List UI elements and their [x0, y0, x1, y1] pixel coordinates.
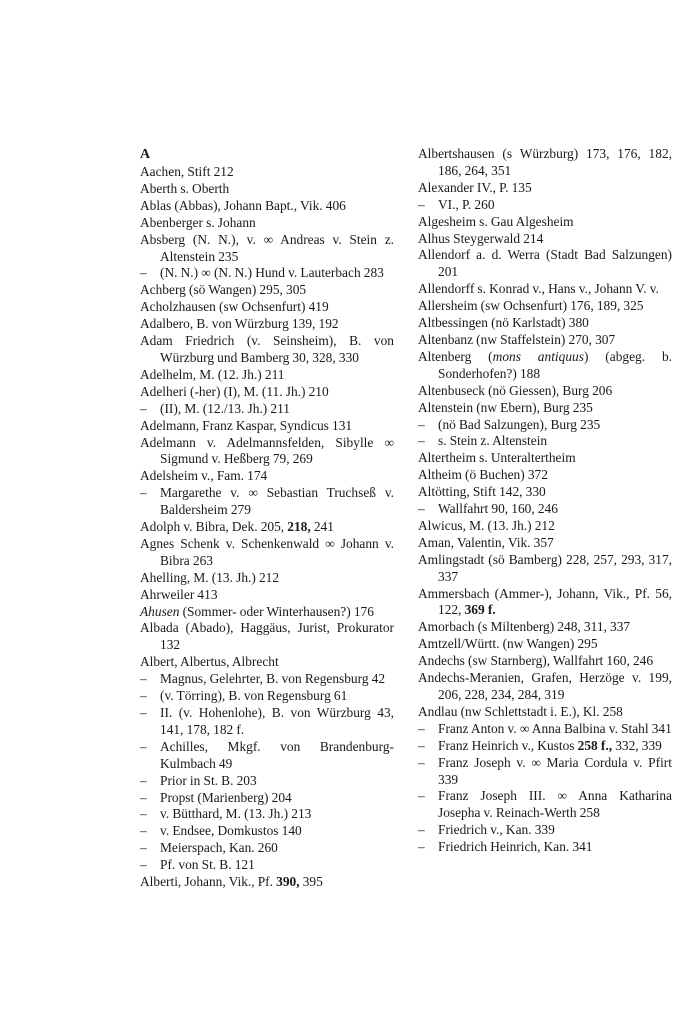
subentry-dash: –: [140, 772, 147, 788]
index-subentry: [418, 755, 672, 789]
entry-text: Andechs-Meranien, Grafen, Herzöge v. 199, 206, 228, 234, 284, 319: [418, 670, 672, 702]
entry-text: (Sommer- oder Winterhausen?) 176: [179, 603, 374, 619]
index-subentry: [418, 197, 672, 214]
entry-text: Ahrweiler 413: [140, 586, 218, 602]
section-letter: A: [140, 147, 151, 162]
index-entry: [418, 247, 672, 281]
index-entry: [418, 586, 672, 620]
index-subentry: [140, 840, 394, 857]
entry-text: Algesheim s. Gau Algesheim: [418, 213, 574, 229]
entry-text: Magnus, Gelehrter, B. von Regensburg 42: [160, 671, 386, 687]
index-entry: [140, 198, 394, 215]
entry-text: Prior in St. B. 203: [160, 772, 257, 788]
entry-text: Franz Heinrich v., Kustos: [438, 737, 578, 753]
entry-text: Altbessingen (nö Karlstadt) 380: [418, 315, 589, 331]
index-entry: [418, 467, 672, 484]
subentry-dash: –: [418, 822, 425, 838]
index-subentry: [418, 839, 672, 856]
index-entry: [140, 232, 394, 266]
index-entry: [418, 535, 672, 552]
entry-text: Franz Anton v. ∞ Anna Balbina v. Stahl 341: [438, 720, 672, 736]
entry-text: Ammersbach (Ammer-), Johann, Vik., Pf. 56, 122,: [418, 585, 672, 618]
entry-text: Ablas (Abbas), Johann Bapt., Vik. 406: [140, 197, 346, 213]
index-entry: [418, 653, 672, 670]
subentry-dash: –: [418, 788, 425, 804]
index-entry: [140, 367, 394, 384]
index-subentry: [140, 773, 394, 790]
index-subentry: [140, 823, 394, 840]
entry-text: Wallfahrt 90, 160, 246: [438, 501, 558, 517]
entry-text: v. Bütthard, M. (13. Jh.) 213: [160, 806, 312, 822]
entry-text: Alhus Steygerwald 214: [418, 230, 544, 246]
entry-text: VI., P. 260: [438, 196, 495, 212]
subentry-dash: –: [418, 839, 425, 855]
index-entry: [140, 468, 394, 485]
index-entry: [418, 349, 672, 383]
index-entry: [418, 450, 672, 467]
index-entry: [418, 281, 672, 298]
entry-text: ) (abgeg. b. Sonderhofen?) 188: [438, 348, 672, 381]
subentry-dash: –: [140, 705, 147, 720]
entry-text: Altenberg (: [418, 348, 493, 364]
entry-text: Adalbero, B. von Würzburg 139, 192: [140, 316, 339, 332]
subentry-dash: –: [418, 196, 425, 212]
index-subentry: [140, 705, 394, 739]
entry-text: Adelmann v. Adelmannsfelden, Sibylle ∞ Sigmund v. Heßberg 79, 269: [140, 434, 394, 467]
index-subentry: [140, 739, 394, 773]
subentry-dash: –: [140, 806, 147, 822]
entry-text: 241: [310, 519, 334, 535]
entry-text: v. Endsee, Domkustos 140: [160, 823, 302, 839]
index-entry: [418, 484, 672, 501]
entry-text: (nö Bad Salzungen), Burg 235: [438, 416, 601, 432]
index-entry: [418, 552, 672, 586]
index-subentry: [140, 806, 394, 823]
index-entry: [418, 704, 672, 721]
subentry-dash: –: [140, 688, 147, 704]
entry-text: Ahelling, M. (13. Jh.) 212: [140, 569, 280, 585]
subentry-dash: –: [418, 754, 425, 770]
entry-text: Agnes Schenk v. Schenkenwald ∞ Johann v. Bibra 263: [140, 535, 394, 568]
entry-text: Amlingstadt (sö Bamberg) 228, 257, 293, 317, 337: [418, 551, 672, 584]
entry-text: Altertheim s. Unteraltertheim: [418, 450, 576, 466]
entry-text: Allendorff s. Konrad v., Hans v., Johann V. v.: [418, 281, 659, 297]
index-subentry: [418, 501, 672, 518]
entry-text: Aberth s. Oberth: [140, 180, 230, 196]
entry-text: Alwicus, M. (13. Jh.) 212: [418, 517, 555, 533]
entry-text: Allersheim (sw Ochsenfurt) 176, 189, 325: [418, 298, 644, 314]
entry-text: Altenbanz (nw Staffelstein) 270, 307: [418, 331, 616, 347]
entry-text: s. Stein z. Altenstein: [438, 433, 548, 449]
index-entry: [140, 620, 394, 654]
entry-text: Propst (Marienberg) 204: [160, 789, 292, 805]
entry-text: Adam Friedrich (v. Seinsheim), B. von Würzburg und Bamberg 30, 328, 330: [140, 333, 394, 365]
index-subentry: [140, 671, 394, 688]
index-subentry: [418, 822, 672, 839]
entry-text: Pf. von St. B. 121: [160, 857, 255, 873]
index-entry: [140, 604, 394, 621]
page-ref-bold: 218,: [287, 519, 311, 535]
entry-text: Margarethe v. ∞ Sebastian Truchseß v. Baldersheim 279: [160, 485, 394, 518]
index-entry: [418, 670, 672, 704]
index-entry: [140, 654, 394, 671]
index-entry: [140, 536, 394, 570]
entry-text: (II), M. (12./13. Jh.) 211: [160, 400, 290, 416]
entry-text: Adelsheim v., Fam. 174: [140, 468, 268, 484]
index-entry: [140, 282, 394, 299]
index-entry: [140, 570, 394, 587]
subentry-dash: –: [140, 857, 147, 873]
index-subentry: [140, 857, 394, 874]
index-subentry: [140, 401, 394, 418]
index-entry: [140, 435, 394, 469]
entry-text: Albada (Abado), Haggäus, Jurist, Prokurator 132: [140, 620, 394, 653]
subentry-dash: –: [418, 416, 425, 432]
subentry-dash: –: [140, 671, 147, 687]
index-subentry: [140, 265, 394, 282]
entry-text: Abenberger s. Johann: [140, 214, 256, 230]
subentry-dash: –: [140, 400, 147, 416]
index-entry: [140, 299, 394, 316]
index-entry: [418, 231, 672, 248]
index-subentry: [140, 790, 394, 807]
index-entry: [140, 874, 394, 891]
page-ref-bold: 258 f.,: [577, 737, 613, 753]
index-subentry: [140, 688, 394, 705]
entry-text: Achilles, Mkgf. von Brandenburg-Kulmbach 49: [160, 738, 394, 771]
subentry-dash: –: [140, 840, 147, 856]
index-entry: [140, 333, 394, 367]
subentry-dash: –: [418, 737, 425, 753]
index-entry: [418, 315, 672, 332]
subentry-dash: –: [418, 501, 425, 517]
index-entry: [418, 214, 672, 231]
entry-text: Achberg (sö Wangen) 295, 305: [140, 282, 307, 298]
index-subentry: [140, 485, 394, 519]
entry-text: Altheim (ö Buchen) 372: [418, 467, 548, 483]
entry-text: Adolph v. Bibra, Dek. 205,: [140, 519, 288, 535]
entry-text: Amtzell/Württ. (nw Wangen) 295: [418, 636, 598, 652]
index-entry: [140, 384, 394, 401]
entry-text: Andlau (nw Schlettstadt i. E.), Kl. 258: [418, 703, 623, 719]
entry-text: 395: [299, 874, 323, 890]
index-subentry: [418, 738, 672, 755]
entry-text: Altenstein (nw Ebern), Burg 235: [418, 399, 593, 415]
entry-text: Franz Joseph III. ∞ Anna Katharina Josepha v. Reinach-Werth 258: [438, 788, 672, 821]
index-entry: [140, 316, 394, 333]
entry-italic-text: mons antiquus: [492, 348, 584, 364]
entry-text: Friedrich Heinrich, Kan. 341: [438, 839, 593, 855]
entry-text: Amorbach (s Miltenberg) 248, 311, 337: [418, 619, 631, 635]
index-subentry: [418, 721, 672, 738]
index-subentry: [418, 788, 672, 822]
subentry-dash: –: [140, 738, 147, 754]
page-ref-bold: 390,: [276, 874, 300, 890]
index-entry: [140, 181, 394, 198]
entry-text: Albertshausen (s Würzburg) 173, 176, 182, 186, 264, 351: [418, 146, 672, 178]
entry-text: Albert, Albertus, Albrecht: [140, 654, 279, 670]
index-entry: [140, 587, 394, 604]
index-entry: [418, 383, 672, 400]
entry-text: Acholzhausen (sw Ochsenfurt) 419: [140, 299, 329, 315]
entry-text: Altenbuseck (nö Giessen), Burg 206: [418, 382, 613, 398]
page-ref-bold: 369 f.: [464, 602, 496, 618]
entry-text: (N. N.) ∞ (N. N.) Hund v. Lauterbach 283: [160, 265, 384, 281]
index-entry: [418, 518, 672, 535]
subentry-dash: –: [140, 789, 147, 805]
subentry-dash: –: [140, 485, 147, 501]
entry-text: Franz Joseph v. ∞ Maria Cordula v. Pfirt 339: [438, 754, 672, 787]
index-entry: [140, 215, 394, 232]
subentry-dash: –: [140, 823, 147, 839]
index-entry: [418, 146, 672, 180]
entry-text: Meierspach, Kan. 260: [160, 840, 278, 856]
entry-text: (v. Törring), B. von Regensburg 61: [160, 688, 348, 704]
subentry-dash: –: [418, 433, 425, 449]
entry-text: Aman, Valentin, Vik. 357: [418, 534, 554, 550]
entry-italic-text: Ahusen: [140, 603, 180, 619]
index-entry: [418, 400, 672, 417]
index-column-left: [140, 146, 394, 891]
index-entry: [140, 418, 394, 435]
entry-text: Allendorf a. d. Werra (Stadt Bad Salzungen) 201: [418, 247, 672, 280]
entry-text: Friedrich v., Kan. 339: [438, 822, 555, 838]
entry-text: Adelheri (-her) (I), M. (11. Jh.) 210: [140, 383, 329, 399]
entry-text: Alexander IV., P. 135: [418, 179, 532, 195]
entry-text: Adelhelm, M. (12. Jh.) 211: [140, 366, 285, 382]
index-entry: [418, 180, 672, 197]
entry-text: Absberg (N. N.), v. ∞ Andreas v. Stein z. Altenstein 235: [140, 231, 394, 264]
index-subentry: [418, 433, 672, 450]
entry-text: Andechs (sw Starnberg), Wallfahrt 160, 246: [418, 653, 654, 669]
subentry-dash: –: [140, 265, 147, 281]
entry-text: Altötting, Stift 142, 330: [418, 484, 546, 500]
index-subentry: [418, 417, 672, 434]
entry-text: Adelmann, Franz Kaspar, Syndicus 131: [140, 417, 353, 433]
entry-text: II. (v. Hohenlohe), B. von Würzburg 43, 141, 178, 182 f.: [160, 705, 394, 737]
entry-text: 332, 339: [612, 737, 662, 753]
index-column-right: [418, 146, 672, 856]
index-entry: [418, 619, 672, 636]
subentry-dash: –: [418, 720, 425, 736]
entry-text: Aachen, Stift 212: [140, 164, 234, 179]
index-entry: [418, 636, 672, 653]
index-entry: [418, 332, 672, 349]
entry-text: Alberti, Johann, Vik., Pf.: [140, 874, 277, 890]
index-entry: [418, 298, 672, 315]
index-entry: [140, 519, 394, 536]
index-entry: [140, 164, 394, 181]
